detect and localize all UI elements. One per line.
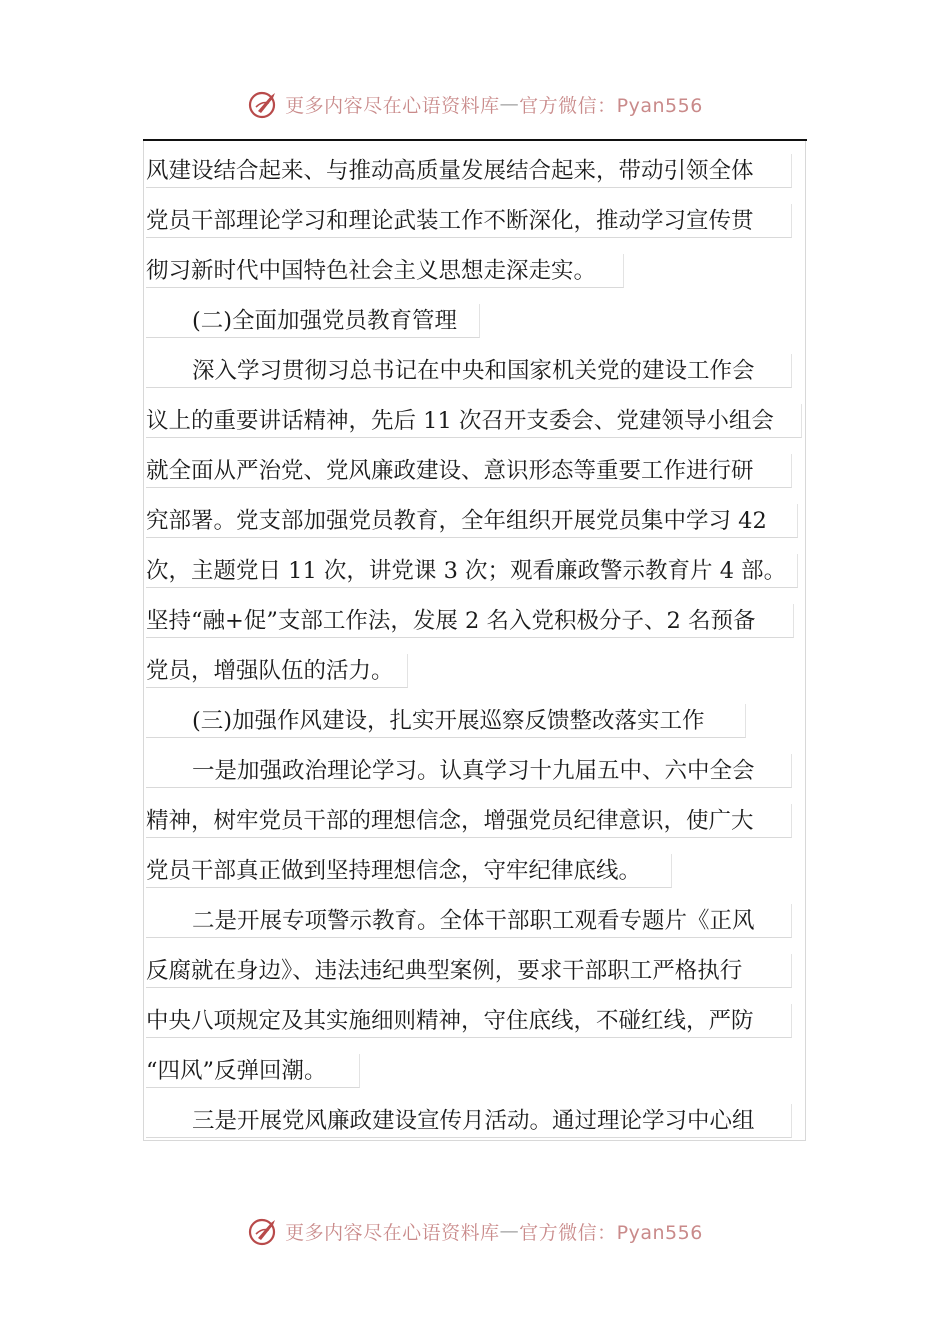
footer-brand-text: 更多内容尽在心语资料库 xyxy=(285,1221,500,1244)
footer-separator: — xyxy=(499,1220,520,1242)
pen-logo-icon xyxy=(247,1214,281,1248)
text-line-9: 次，主题党日 11 次，讲党课 3 次；观看廉政警示教育片 4 部。 xyxy=(146,554,798,588)
text-line-20: 三是开展党风廉政建设宣传月活动。通过理论学习中心组 xyxy=(146,1104,792,1138)
text-line-14: 精神，树牢党员干部的理想信念，增强党员纪律意识，使广大 xyxy=(146,804,792,838)
header-separator: — xyxy=(499,93,520,115)
text-line-6: 议上的重要讲话精神，先后 11 次召开支委会、党建领导小组会 xyxy=(146,404,802,438)
text-line-3: 彻习新时代中国特色社会主义思想走深走实。 xyxy=(146,254,624,288)
footer-watermark xyxy=(0,1211,950,1251)
text-line-11: 党员，增强队伍的活力。 xyxy=(146,654,408,688)
text-line-2: 党员干部理论学习和理论武装工作不断深化，推动学习宣传贯 xyxy=(146,204,792,238)
text-line-5: 深入学习贯彻习总书记在中央和国家机关党的建设工作会 xyxy=(146,354,792,388)
section-heading-3: (三)加强作风建设，扎实开展巡察反馈整改落实工作 xyxy=(146,704,746,738)
section-heading-2: (二)全面加强党员教育管理 xyxy=(146,304,480,338)
text-line-15: 党员干部真正做到坚持理想信念，守牢纪律底线。 xyxy=(146,854,672,888)
text-line-10: 坚持“融+促”支部工作法，发展 2 名入党积极分子、2 名预备 xyxy=(146,604,794,638)
text-line-16: 二是开展专项警示教育。全体干部职工观看专题片《正风 xyxy=(146,904,792,938)
text-line-1: 风建设结合起来、与推动高质量发展结合起来，带动引领全体 xyxy=(146,154,792,188)
header-watermark xyxy=(0,84,950,124)
pen-logo-icon xyxy=(247,87,281,121)
text-frame xyxy=(143,141,806,1141)
text-line-8: 究部署。党支部加强党员教育，全年组织开展党员集中学习 42 xyxy=(146,504,798,538)
text-line-13: 一是加强政治理论学习。认真学习十九届五中、六中全会 xyxy=(146,754,792,788)
footer-contact-text: 官方微信：Pyan556 xyxy=(519,1221,703,1244)
text-line-7: 就全面从严治党、党风廉政建设、意识形态等重要工作进行研 xyxy=(146,454,792,488)
text-line-18: 中央八项规定及其实施细则精神，守住底线，不碰红线，严防 xyxy=(146,1004,792,1038)
header-brand-text: 更多内容尽在心语资料库 xyxy=(285,94,500,117)
text-line-17: 反腐就在身边》、违法违纪典型案例，要求干部职工严格执行 xyxy=(146,954,792,988)
header-contact-text: 官方微信：Pyan556 xyxy=(519,94,703,117)
text-line-19: “四风”反弹回潮。 xyxy=(146,1054,360,1088)
